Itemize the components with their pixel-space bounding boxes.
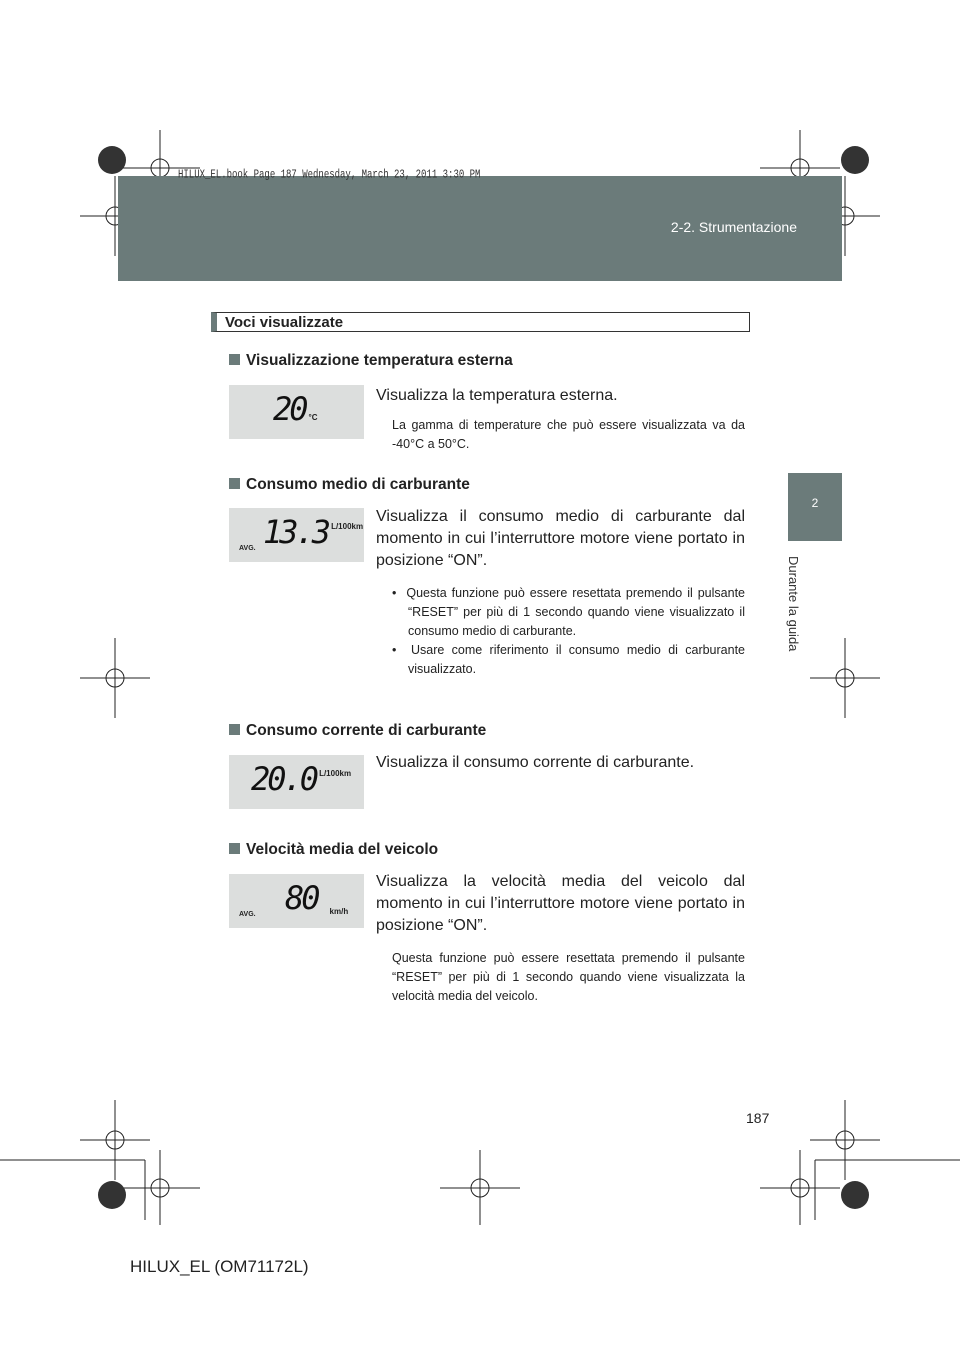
display-image: [229, 874, 364, 928]
note-list: [392, 584, 745, 679]
heading: Consumo corrente di carburante: [229, 722, 486, 740]
display-image: [229, 508, 364, 562]
page-number: 187: [746, 1110, 770, 1126]
chapter-tab: 2: [788, 473, 842, 541]
crosshair-icon: [760, 1150, 840, 1225]
display-value: 80: [285, 879, 318, 917]
display-unit: L/100km: [331, 522, 364, 531]
display-unit: km/h: [329, 907, 349, 916]
heading: Consumo medio di carburante: [229, 476, 470, 494]
target-icon: [98, 146, 126, 174]
crosshair-icon: [122, 1150, 200, 1225]
display-value: 20.0: [251, 760, 317, 798]
bullet: • Usare come riferimento il consumo medio di carburante visualizzato.: [392, 643, 745, 676]
display-image: [229, 755, 364, 809]
bullet: • Questa funzione può essere resettata premendo il pulsante “RESET” per più di 1 secondo quando viene visualizzato il consumo medio di carburante.: [392, 586, 745, 638]
crosshair-icon: [80, 638, 150, 718]
description: Visualizza il consumo medio di carburante dal momento in cui l’interruttore motore viene portato in posizione “ON”.: [376, 508, 745, 569]
target-icon: [98, 1181, 126, 1209]
footer-code: HILUX_EL (OM71172L): [130, 1257, 309, 1276]
crosshair-icon: [80, 1100, 150, 1180]
target-icon: [841, 1181, 869, 1209]
heading: Velocità media del veicolo: [229, 841, 438, 859]
display-avg: AVG.: [239, 545, 256, 552]
display-value: 20: [273, 390, 306, 428]
display-avg: AVG.: [239, 911, 256, 918]
target-icon: [841, 146, 869, 174]
crosshair-icon: [810, 1100, 880, 1180]
display-unit: °C: [308, 413, 318, 422]
heading: Visualizzazione temperatura esterna: [229, 352, 513, 370]
note: La gamma di temperature che può essere visualizzata va da -40°C a 50°C.: [392, 418, 745, 451]
section-title: 2-2. Strumentazione: [670, 219, 797, 235]
description: Visualizza la temperatura esterna.: [376, 387, 618, 404]
display-unit: L/100km: [319, 769, 352, 778]
description: Visualizza la velocità media del veicolo dal momento in cui l’interruttore motore viene portato in posizione “ON”.: [376, 873, 745, 934]
box-title: Voci visualizzate: [211, 312, 750, 332]
crosshair-icon: [810, 638, 880, 718]
crosshair-icon: [440, 1150, 520, 1225]
note: Questa funzione può essere resettata premendo il pulsante “RESET” per più di 1 secondo quando viene visualizzata la velocità media del veicolo.: [392, 951, 745, 1003]
display-image: [229, 385, 364, 439]
chapter-label: Durante la guida: [786, 556, 801, 652]
book-line: HILUX_EL.book Page 187 Wednesday, March 23, 2011 3:30 PM: [178, 168, 481, 182]
display-value: 13.3: [263, 513, 329, 551]
description: Visualizza il consumo corrente di carburante.: [376, 754, 695, 771]
